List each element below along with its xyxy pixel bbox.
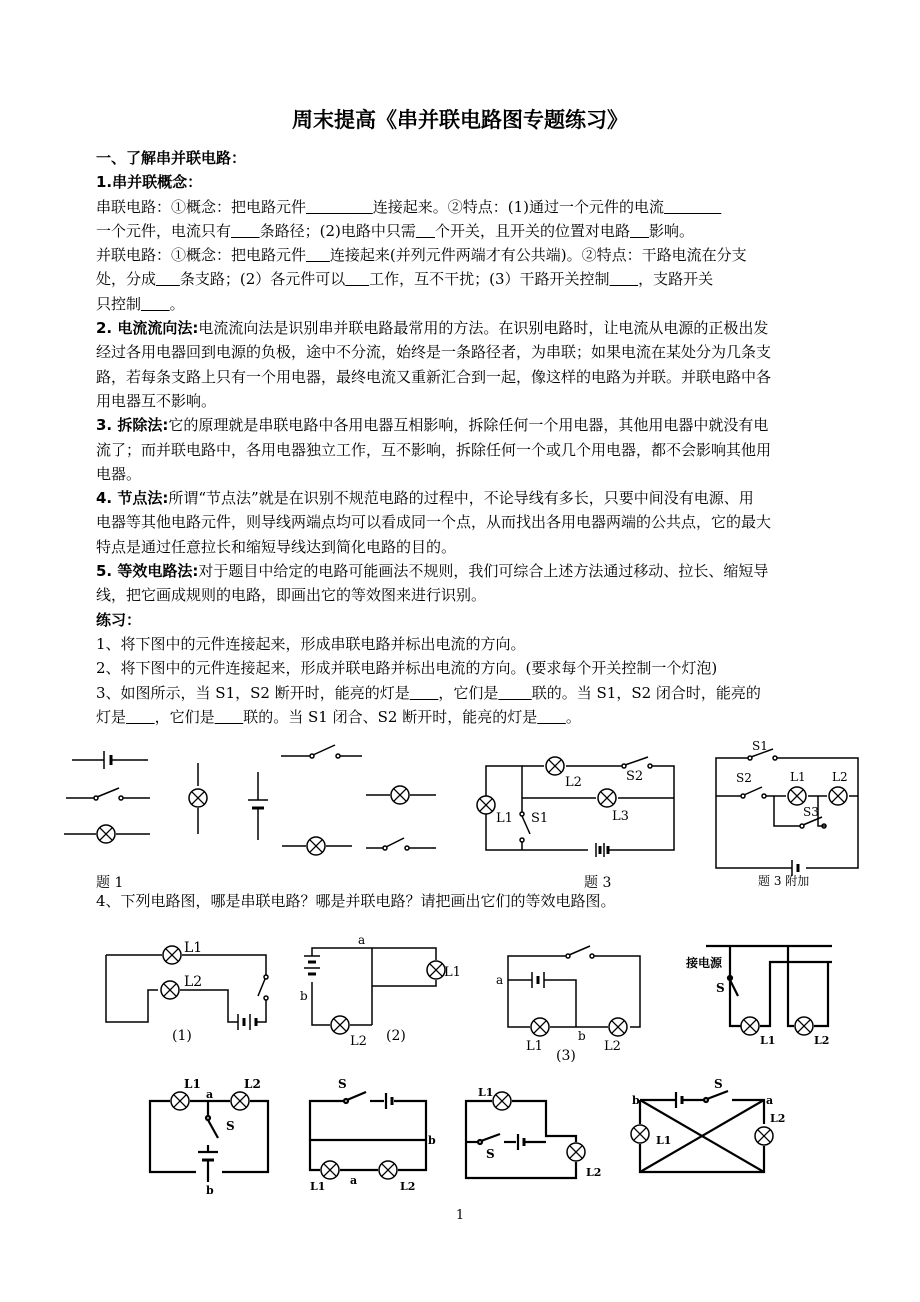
fig1-components [64,745,436,855]
label-S3: S3 [803,805,819,819]
label-a: a [766,1094,774,1107]
q4-circuit-4 [685,946,832,1047]
question-2: 2、将下图中的元件连接起来，形成并联电路并标出电流的方向。(要求每个开关控制一个灯泡) [96,659,718,678]
label-L1: L1 [310,1180,326,1193]
method2-line-2: 经过各用电器回到电源的负极，途中不分流，始终是一条路径者，为串联；如果电流在某处分为几条支 [96,343,772,362]
label-S2: S2 [626,769,644,784]
parallel-line-3: 只控制 。 [96,294,185,313]
label-L2: L2 [565,775,582,790]
lamp-symbol [282,837,352,855]
caption-fig1: 题 1 [96,875,124,891]
lamp-symbol [64,825,150,843]
q4-circuit-7 [466,1086,601,1179]
q4-circuit-8 [631,1077,785,1172]
question-4: 4、下列电路图，哪是串联电路？哪是并联电路？请把画出它们的等效电路图。 [96,892,616,910]
parallel-line-1: 并联电路：①概念：把电路元件 连接起来(并列元件两端才有公共端)。②特点：干路电流在分支 [96,246,747,265]
series-line-2: 一个元件，电流只有 条路径；(2)电路中只需 个开关，且开关的位置对电路 影响。 [96,221,695,240]
label-S: S [714,1077,723,1091]
lamp-symbol [189,763,207,834]
page-title: 周末提高《串并联电路图专题练习》 [292,108,628,132]
label-S1: S1 [531,811,549,826]
label-L2: L2 [770,1112,786,1125]
label-L2: L2 [814,1034,830,1047]
practice-heading: 练习： [96,610,142,629]
switch-symbol [281,745,362,758]
q4-circuit-5 [150,1077,268,1197]
label-b: b [206,1184,214,1197]
label-L1: L1 [496,811,513,826]
question-3-line-1: 3、如图所示，当 S1，S2 断开时，能亮的灯是 ，它们是 联的。当 S1，S2 闭合时，能亮的 [96,683,761,702]
method4-line-2: 电器等其他电路元件，则导线两端点均可以看成同一个点，从而找出各用电器两端的公共点，它的最大 [96,513,772,532]
label-L1: L1 [656,1134,672,1147]
method2-line-4: 用电器互不影响。 [96,391,217,410]
q4-circuit-2 [300,933,461,1049]
section-heading: 一、了解串并联电路： [96,149,247,167]
q4-circuit-1 [106,940,268,1044]
label-L2: L2 [400,1180,416,1193]
label-L1: L1 [184,1077,201,1091]
q4-circuit-3 [496,946,640,1064]
label-L1: L1 [444,965,461,980]
label-S2: S2 [736,771,752,785]
concept-heading: 1.串并联概念： [96,173,203,192]
caption-fig3: 题 3 [584,875,612,891]
label-n3: (3) [556,1048,576,1064]
label-S: S [486,1147,495,1161]
label-a: a [358,933,366,947]
label-b: b [300,989,308,1003]
label-a: a [496,973,504,987]
label-L2: L2 [350,1034,367,1049]
switch-symbol [66,788,150,800]
method4-line-3: 特点是通过任意拉长和缩短导线达到简化电路的目的。 [96,537,457,556]
method3-line-3: 电器。 [96,464,142,483]
label-S: S [226,1119,235,1133]
page-number: 1 [455,1208,465,1223]
label-L1: L1 [790,770,806,784]
q4-circuit-6 [310,1077,436,1193]
label-L2: L2 [184,974,203,990]
label-L3: L3 [612,809,629,824]
fig3-extra-circuit [716,739,858,876]
method3-line-1: 3. 拆除法:它的原理就是串联电路中各用电器互相影响，拆除任何一个用电器，其他用电器中就没有电 [96,416,769,435]
question-3-line-2: 灯是 ，它们是 联的。当 S1 闭合、S2 断开时，能亮的灯是 。 [96,707,581,726]
method3-line-2: 流了；而并联电路中，各用电器独立工作，互不影响，拆除任何一个或几个用电器，都不会影响其他用 [96,440,772,459]
method2-line-3: 路，若每条支路上只有一个用电器，最终电流又重新汇合到一起，像这样的电路为并联。并联电路中各 [96,367,772,386]
label-S1: S1 [752,739,768,753]
label-L1: L1 [526,1039,543,1054]
caption-fig3-extra: 题 3 附加 [758,874,810,888]
label-a: a [206,1088,214,1101]
label-b: b [578,1029,586,1043]
method4-line-1: 4. 节点法:所谓“节点法”就是在识别不规范电路的过程中，不论导线有多长，只要中间没有电源、用 [96,489,754,508]
label-b: b [428,1134,436,1147]
method2-line-1: 2. 电流流向法:电流流向法是识别串并联电路最常用的方法。在识别电路时，让电流从电源的正极出发 [96,319,769,338]
label-L2: L2 [832,770,848,784]
label-S: S [338,1077,347,1091]
label-a: a [350,1174,358,1187]
label-power-supply: 接电源 [686,956,723,970]
method5-line-2: 线，把它画成规则的电路，即画出它的等效图来进行识别。 [96,586,487,605]
lamp-symbol [366,786,436,804]
switch-symbol [366,838,436,850]
label-n1: (1) [172,1028,192,1044]
label-S: S [716,981,725,995]
fig3-circuit [477,757,674,857]
label-L1: L1 [478,1086,494,1099]
label-L2: L2 [604,1039,621,1054]
method5-line-1: 5. 等效电路法:对于题目中给定的电路可能画法不规则，我们可综合上述方法通过移动、拉长、缩短导 [96,562,769,581]
label-L2: L2 [244,1077,261,1091]
battery-symbol [72,751,148,769]
label-L2: L2 [586,1166,602,1179]
label-L1: L1 [184,940,203,956]
series-line-1: 串联电路：①概念：把电路元件 连接起来。②特点：(1)通过一个元件的电流 [96,195,858,219]
question-1: 1、将下图中的元件连接起来，形成串联电路并标出电流的方向。 [96,634,526,653]
label-L1: L1 [760,1034,776,1047]
parallel-line-2: 处，分成 条支路；(2）各元件可以 工作，互不干扰；(3）干路开关控制 ，支路开关 [96,270,714,289]
label-n2: (2) [386,1028,406,1044]
label-b: b [632,1094,640,1107]
battery-symbol [248,772,268,840]
